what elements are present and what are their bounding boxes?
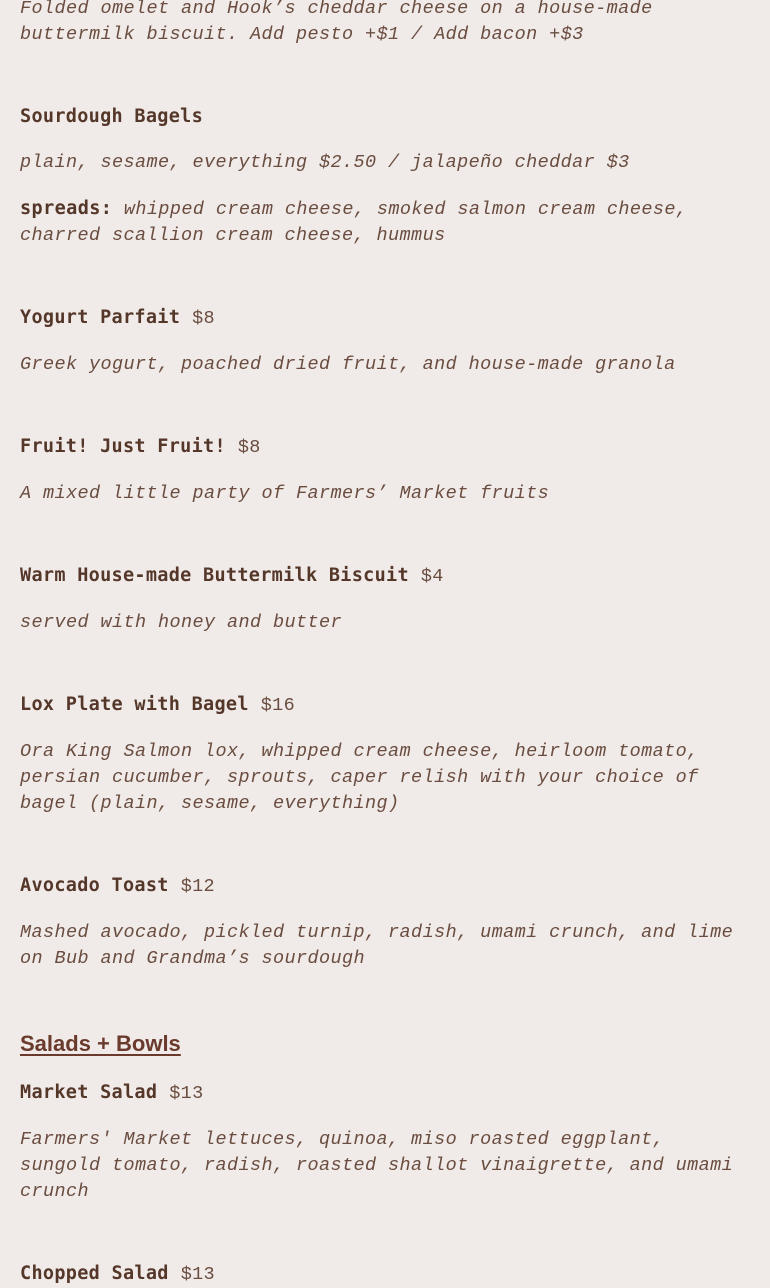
spreads-list: whipped cream cheese, smoked salmon cream cheese, charred scallion cream cheese, hummus bbox=[20, 199, 688, 246]
item-name: Warm House-made Buttermilk Biscuit bbox=[20, 565, 409, 586]
section-title: Salads + Bowls bbox=[20, 1031, 181, 1056]
item-description: Farmers' Market lettuces, quinoa, miso roasted eggplant, sungold tomato, radish, roasted shallot vinaigrette, and umami crunch bbox=[20, 1129, 734, 1202]
item-description: plain, sesame, everything $2.50 / jalapeño cheddar $3 bbox=[20, 152, 630, 173]
menu bbox=[20, 0, 750, 1288]
item-heading bbox=[20, 305, 750, 332]
item-heading bbox=[20, 104, 750, 130]
item-heading bbox=[20, 692, 750, 719]
spreads-label: spreads: bbox=[20, 198, 113, 219]
item-heading bbox=[20, 873, 750, 900]
item-description: served with honey and butter bbox=[20, 612, 343, 633]
item-name: Chopped Salad bbox=[20, 1263, 169, 1284]
item-name: Avocado Toast bbox=[20, 875, 169, 896]
item-description: Folded omelet and Hook’s cheddar cheese on a house-made buttermilk biscuit. Add pesto +$1 / Add bacon +$3 bbox=[20, 0, 653, 45]
spreads-description bbox=[20, 196, 750, 249]
item-heading bbox=[20, 1080, 750, 1107]
item-price: $16 bbox=[260, 695, 295, 716]
item-description: Greek yogurt, poached dried fruit, and house-made granola bbox=[20, 354, 676, 375]
item-heading bbox=[20, 434, 750, 461]
item-name: Lox Plate with Bagel bbox=[20, 694, 249, 715]
item-name: Market Salad bbox=[20, 1082, 158, 1103]
item-price: $8 bbox=[192, 308, 215, 329]
item-description: Mashed avocado, pickled turnip, radish, umami crunch, and lime on Bub and Grandma’s sourdough bbox=[20, 922, 734, 969]
item-heading bbox=[20, 563, 750, 590]
item-description: A mixed little party of Farmers’ Market fruits bbox=[20, 483, 550, 504]
item-name: Sourdough Bagels bbox=[20, 106, 204, 127]
item-name: Fruit! Just Fruit! bbox=[20, 436, 226, 457]
item-price: $8 bbox=[237, 437, 261, 458]
item-name: Yogurt Parfait bbox=[20, 307, 181, 328]
item-description: Ora King Salmon lox, whipped cream cheese, heirloom tomato, persian cucumber, sprouts, caper relish with your choice of bagel (plain, sesame, everything) bbox=[20, 741, 699, 814]
item-heading bbox=[20, 1261, 750, 1288]
item-price: $13 bbox=[180, 1264, 215, 1285]
item-price: $4 bbox=[420, 566, 444, 587]
item-price: $13 bbox=[169, 1083, 204, 1104]
item-price: $12 bbox=[180, 876, 215, 897]
